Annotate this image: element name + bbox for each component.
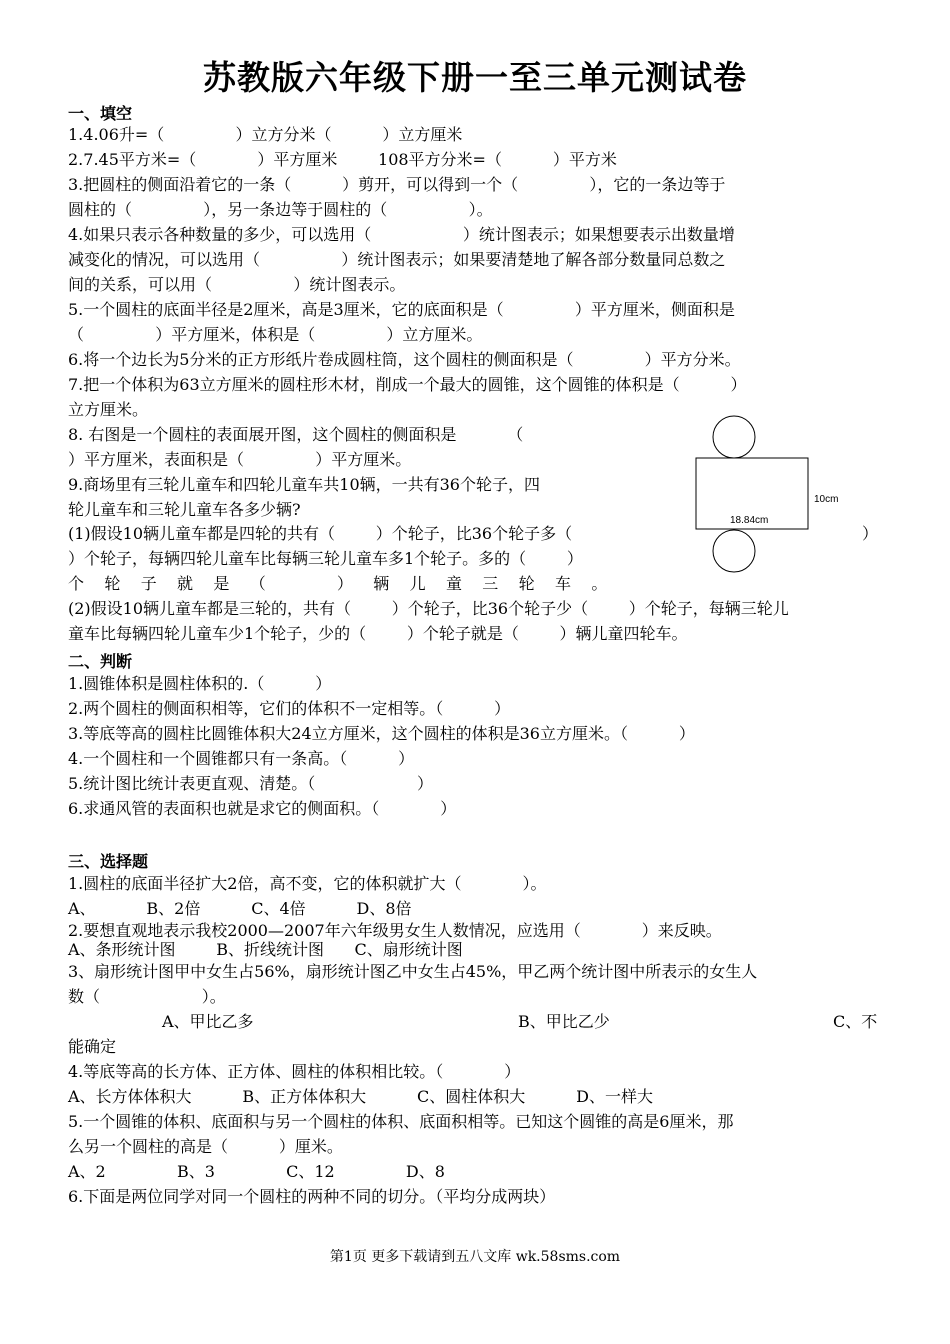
question-line: 3.把圆柱的侧面沿着它的一条（ ）剪开，可以得到一个（ ），它的一条边等于	[68, 175, 726, 194]
width-label: 18.84cm	[730, 515, 769, 526]
choice-line: 3、扇形统计图甲中女生占56%，扇形统计图乙中女生占45%，甲乙两个统计图中所表示的女生人	[68, 962, 758, 981]
choice-line: 6.下面是两位同学对同一个圆柱的两种不同的切分。（平均分成两块）	[68, 1187, 556, 1206]
top-base-circle	[713, 416, 755, 458]
section-heading-choice: 三、选择题	[68, 852, 149, 871]
judge-line: 4.一个圆柱和一个圆锥都只有一条高。（ ）	[68, 749, 415, 768]
question-line: 9.商场里有三轮儿童车和四轮儿童车共10辆，一共有36个轮子，四	[68, 475, 540, 494]
choice-line: 4.等底等高的长方体、正方体、圆柱的体积相比较。（ ）	[68, 1062, 521, 1081]
question-line: ）个轮子，每辆四轮儿童车比每辆三轮儿童车多1个轮子。多的（ ）	[68, 549, 583, 568]
page-footer: 第1页 更多下载请到五八文库 wk.58sms.com	[329, 1249, 621, 1265]
section-heading-judge: 二、判断	[68, 652, 133, 671]
question-line: 减变化的情况，可以选用（ ）统计图表示；如果要清楚地了解各部分数量同总数之	[68, 250, 726, 269]
height-label: 10cm	[814, 494, 839, 505]
question-line: 4.如果只表示各种数量的多少，可以选用（ ）统计图表示；如果想要表示出数量增	[68, 225, 735, 244]
question-line: 间的关系，可以用（ ）统计图表示。	[68, 275, 406, 294]
choice-line: 1.圆柱的底面半径扩大2倍，高不变，它的体积就扩大（ ）。	[68, 874, 547, 893]
question-line: 2.7.45平方米=（ ）平方厘米 108平方分米=（ ）平方米	[68, 150, 617, 169]
question-line: (2)假设10辆儿童车都是三轮的，共有（ ）个轮子，比36个轮子少（ ）个轮子，每辆三轮儿	[68, 599, 789, 618]
question-line: 1.4.06升=（ ）立方分米（ ）立方厘米	[68, 125, 463, 144]
choice-line: 5.一个圆锥的体积、底面积与另一个圆柱的体积、底面积相等。已知这个圆锥的高是6厘米，那	[68, 1112, 734, 1131]
question-line-right-paren: ）	[862, 524, 879, 543]
question-line: 8. 右图是一个圆柱的表面展开图，这个圆柱的侧面积是 （	[68, 425, 524, 444]
choice-line: 么另一个圆柱的高是（ ）厘米。	[68, 1137, 343, 1156]
cylinder-net-figure	[692, 414, 852, 584]
question-line: 立方厘米。	[68, 400, 149, 419]
choice-option-a: A、甲比乙多	[162, 1012, 254, 1031]
choice-option-c: C、不	[833, 1012, 878, 1031]
choice-line: 数（ ）。	[68, 987, 226, 1006]
choice-line: 能确定	[68, 1037, 117, 1056]
bottom-base-circle	[713, 530, 755, 572]
page-title: 苏教版六年级下册一至三单元测试卷	[203, 58, 747, 97]
judge-line: 6.求通风管的表面积也就是求它的侧面积。（ ）	[68, 799, 457, 818]
question-line: 5.一个圆柱的底面半径是2厘米，高是3厘米，它的底面积是（ ）平方厘米，侧面积是	[68, 300, 735, 319]
judge-line: 1.圆锥体积是圆柱体积的.（ ）	[68, 674, 332, 693]
choice-options: A、长方体体积大 B、正方体体积大 C、圆柱体积大 D、一样大	[68, 1087, 653, 1106]
choice-options: A、 B、2倍 C、4倍 D、8倍	[68, 899, 412, 918]
choice-options: A、条形统计图 B、折线统计图 C、扇形统计图	[68, 940, 463, 959]
question-line: ）平方厘米，表面积是（ ）平方厘米。	[68, 450, 412, 469]
question-line: 6.将一个边长为5分米的正方形纸片卷成圆柱筒，这个圆柱的侧面积是（ ）平方分米。	[68, 350, 741, 369]
question-line: 7.把一个体积为63立方厘米的圆柱形木材，削成一个最大的圆锥，这个圆锥的体积是（ ）	[68, 375, 747, 394]
judge-line: 5.统计图比统计表更直观、清楚。（ ）	[68, 774, 433, 793]
section-heading-fill: 一、填空	[68, 104, 133, 123]
cylinder-net-diagram	[692, 414, 852, 584]
choice-options: A、2 B、3 C、12 D、8	[68, 1162, 445, 1181]
question-line: 童车比每辆四轮儿童车少1个轮子，少的（ ）个轮子就是（ ）辆儿童四轮车。	[68, 624, 688, 643]
judge-line: 3.等底等高的圆柱比圆锥体积大24立方厘米，这个圆柱的体积是36立方厘米。（ ）	[68, 724, 695, 743]
judge-line: 2.两个圆柱的侧面积相等，它们的体积不一定相等。（ ）	[68, 699, 511, 718]
choice-option-b: B、甲比乙少	[518, 1012, 610, 1031]
question-line: （ ）平方厘米，体积是（ ）立方厘米。	[68, 325, 483, 344]
question-line: 个 轮 子 就 是 （ ） 辆 儿 童 三 轮 车 。	[68, 574, 608, 593]
question-line: 轮儿童车和三轮儿童车各多少辆?	[68, 500, 301, 519]
choice-line: 2.要想直观地表示我校2000—2007年六年级男女生人数情况，应选用（ ）来反映。	[68, 921, 722, 940]
question-line: 圆柱的（ ），另一条边等于圆柱的（ ）。	[68, 200, 493, 219]
question-line: (1)假设10辆儿童车都是四轮的共有（ ）个轮子，比36个轮子多（	[68, 524, 573, 543]
